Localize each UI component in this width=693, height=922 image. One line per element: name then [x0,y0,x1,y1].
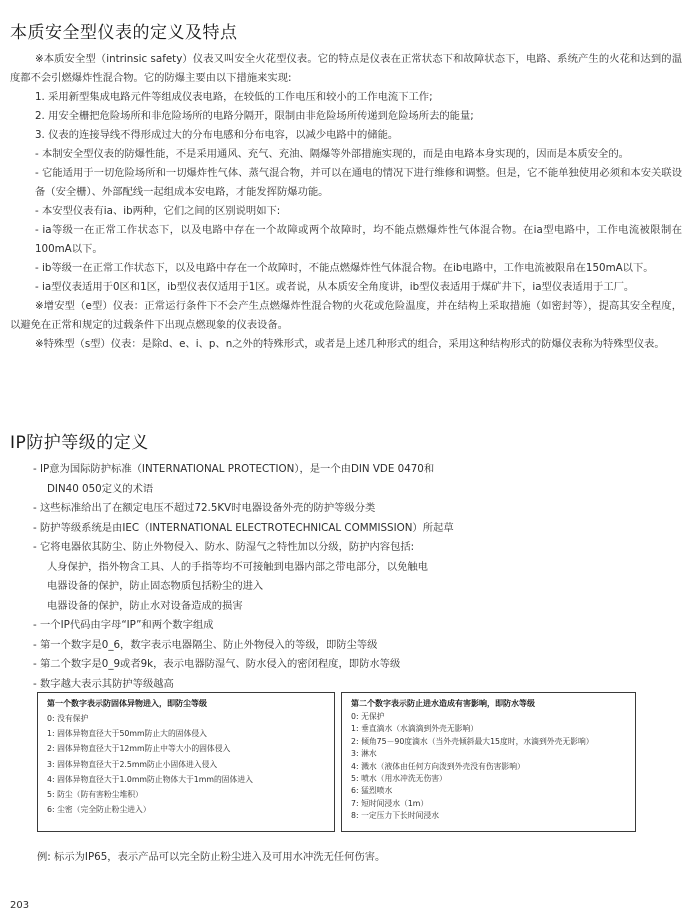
page-number: 203 [10,900,30,911]
list-item-3: 3. 仪表的连接导线不得形成过大的分布电感和分布电容，以减少电路中的储能。 [35,129,399,141]
paragraph-ia-ib-intro: - 本安型仪表有ia、ib两种，它们之间的区别说明如下: [35,205,281,217]
water-box-title: 第二个数字表示防止进水造成有害影响，即防水等级 [351,699,535,708]
ip-line-10: - 第一个数字是0_6，数字表示电器隔尘、防止外物侵入的等级，即防尘等级 [33,638,378,651]
paragraph-application: - 它能适用于一切危险场所和一切爆炸性气体、蒸气混合物，并可以在通电的情况下进行维修和调整。但是，它不能单独使用必须和本安关联设备（安全栅）、外部配线一起组成本安电路，才能发挥防爆功能。 [35,167,682,198]
water-level-3: 3: 淋水 [351,749,377,759]
dust-level-0: 0: 没有保护 [47,714,89,723]
ip-line-4: - 防护等级系统是由IEC（INTERNATIONAL ELECTROTECHNICAL COMMISSION）所起草 [33,521,454,534]
water-level-1: 1: 垂直滴水（水滴滴到外壳无影响） [351,724,479,734]
dust-box-title: 第一个数字表示防固体异物进入，即防尘等级 [47,699,207,708]
paragraph-increased-safety: ※增安型（e型）仪表：正常运行条件下不会产生点燃爆炸性混合物的火花或危险温度，并在结构上采取措施（如密封等），提高其安全程度，以避免在正常和规定的过载条件下出现点燃现象的仪表设备。 [10,300,682,331]
dust-level-3: 3: 固体异物直径大于2.5mm防止小固体进入侵入 [47,759,218,769]
paragraph-ib-level: - ib等级一在正常工作状态下，以及电路中存在一个故障时，不能点燃爆炸性气体混合物。在ib电路中，工作电流被限帛在150mA以下。 [35,262,654,274]
intrinsic-safety-body [10,50,682,354]
section-title-intrinsic-safety: 本质安全型仪表的定义及特点 [10,23,238,43]
paragraph-zones: - ia型仪表适用于0区和1区，ib型仪表仅适用于1区。或者说，从本质安全角度讲，ib型仪表适用于煤矿井下，ia型仪表适用于工厂。 [35,281,635,293]
water-level-0: 0: 无保护 [351,712,385,721]
list-item-1: 1. 采用新型集成电路元件等组成仪表电路，在较低的工作电压和较小的工作电流下工作; [35,91,433,103]
dust-level-1: 1: 固体异物直径大于50mm防止大的固体侵入 [47,729,207,739]
water-level-2: 2: 倾角75－90度滴水（当外壳倾斜最大15度时，水滴到外壳无影响） [351,736,594,746]
paragraph-special-type: ※特殊型（s型）仪表：是除d、e、i、p、n之外的特殊形式，或者是上述几种形式的组合，采用这种结构形式的防爆仪表称为特殊型仪表。 [35,338,665,350]
ip-line-9: - 一个IP代码由字母“IP”和两个数字组成 [33,619,214,631]
water-level-7: 7: 短时间浸水（1m） [351,798,429,808]
water-level-4: 4: 溅水（液体由任何方向泼到外壳没有伤害影响） [351,761,525,771]
water-level-5: 5: 喷水（用水冲洗无伤害） [351,774,447,784]
ip-line-5: - 它将电器依其防尘、防止外物侵入、防水、防湿气之特性加以分级，防护内容包括: [33,541,415,553]
paragraph-principle: - 本制安全型仪表的防爆性能，不是采用通风、充气、充油、隔爆等外部措施实现的，而是由电路本身实现的，因而是本质安全的。 [35,148,629,160]
ip-line-6: 人身保护，指外物含工具、人的手指等均不可接触到电器内部之带电部分，以免触电 [47,560,428,573]
dust-level-2: 2: 固体异物直径大于12mm防止中等大小的固体侵入 [47,744,231,754]
ip-line-12: - 数字越大表示其防护等级越高 [33,677,174,690]
ip-line-8: 电器设备的保护，防止水对设备造成的损害 [47,599,243,612]
dust-level-6: 6: 尘密（完全防止粉尘进入） [47,805,151,815]
ip-rating-body [33,460,633,694]
dust-level-4: 4: 固体异物直径大于1.0mm防止物体大于1mm的固体进入 [47,774,253,784]
paragraph-intro: ※本质安全型（intrinsic safety）仪表又叫安全火花型仪表。它的特点是仪表在正常状态下和故障状态下，电路、系统产生的火花和达到的温度都不会引燃爆炸性混合物。它的防爆主要由以下措施来实现: [10,53,682,84]
dust-protection-box [37,692,335,832]
section-title-ip-rating: IP防护等级的定义 [10,433,149,453]
list-item-2: 2. 用安全栅把危险场所和非危险场所的电路分隔开，限制由非危险场所传递到危险场所去的能量; [35,110,474,122]
ip-line-1: - IP意为国际防护标准（INTERNATIONAL PROTECTION），是一个由DIN VDE 0470和 [33,463,435,475]
ip-line-2: DIN40 050定义的术语 [47,482,154,495]
ip-line-11: - 第二个数字是0_9或者9k，表示电器防湿气、防水侵入的密闭程度，即防水等级 [33,658,401,670]
ip-line-7: 电器设备的保护，防止固态物质包括粉尘的进入 [47,580,264,592]
paragraph-ia-level: - ia等级一在正常工作状态下，以及电路中存在一个故障或两个故障时，均不能点燃爆炸性气体混合物。在ia型电路中，工作电流被限制在100mA以下。 [35,224,682,255]
ip-line-3: - 这些标准给出了在额定电压不超过72.5KV时电器设备外壳的防护等级分类 [33,502,376,514]
water-level-8: 8: 一定压力下长时间浸水 [351,811,440,821]
ip-example: 例: 标示为IP65，表示产品可以完全防止粉尘进入及可用水冲洗无任何伤害。 [37,851,386,863]
water-protection-box [341,692,636,832]
water-level-6: 6: 猛烈喷水 [351,786,393,796]
dust-level-5: 5: 防尘（防有害粉尘堆积） [47,790,143,800]
